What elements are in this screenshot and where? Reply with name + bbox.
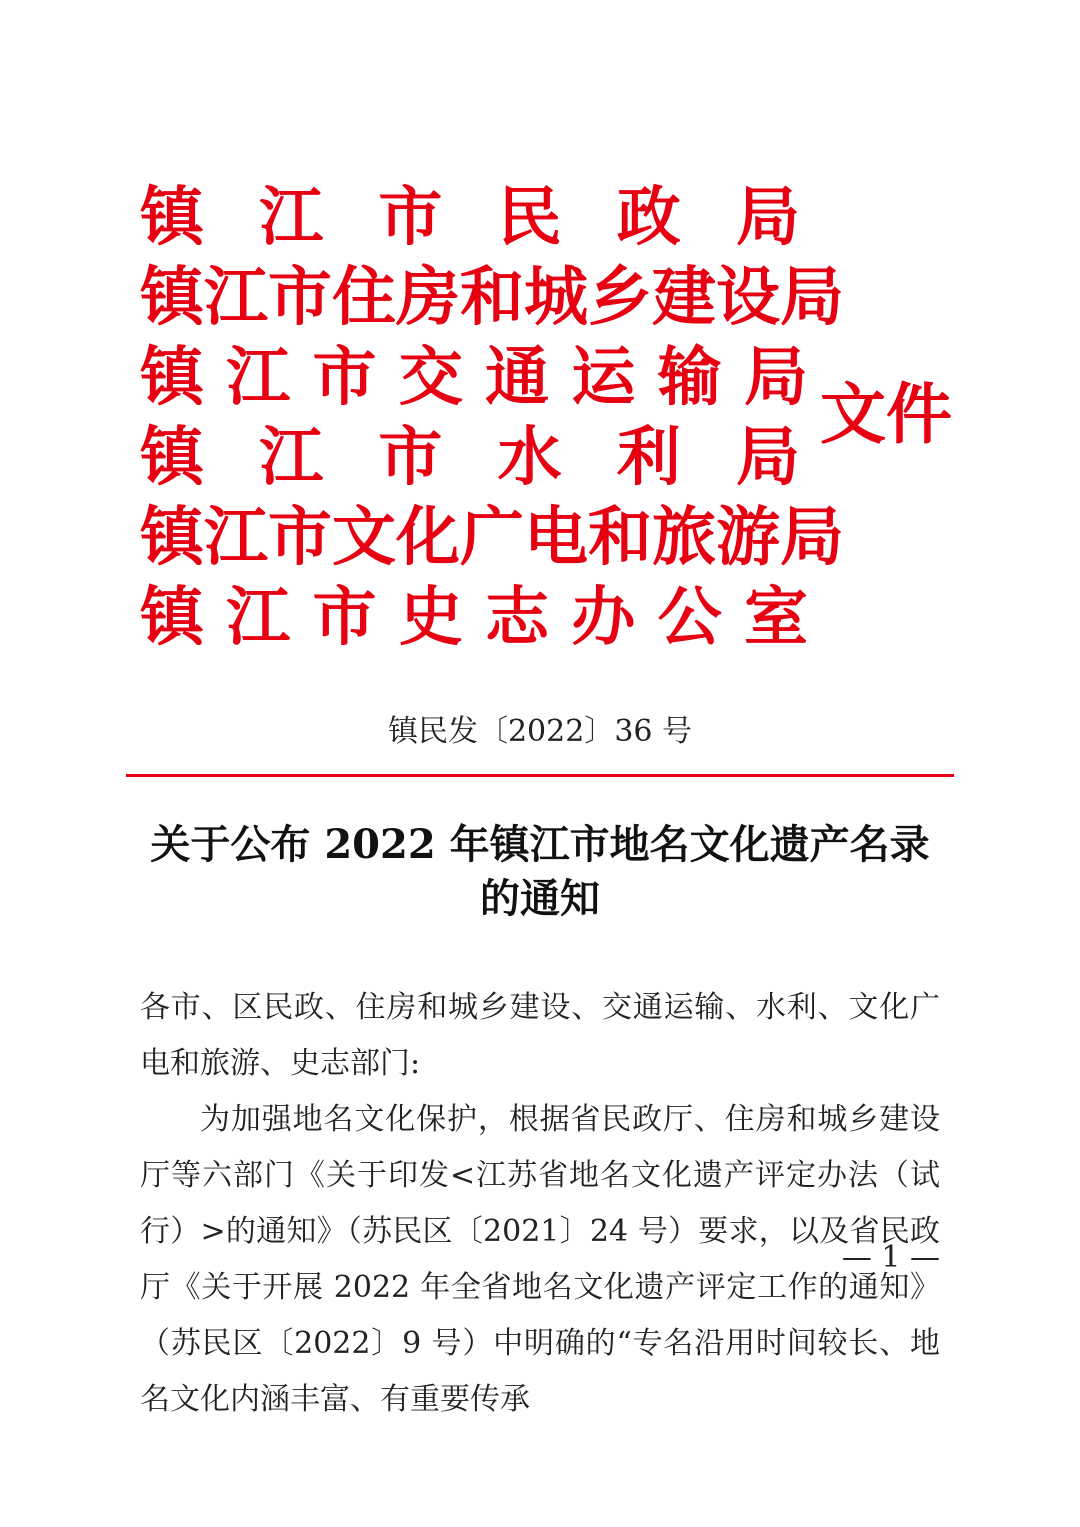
title-line: 的通知	[480, 875, 600, 922]
organization-name: 镇 江 市 交 通 运 输 局	[140, 340, 808, 415]
organization-name: 镇 江 市 水 利 局	[140, 420, 800, 495]
organization-name: 镇江市住房和城乡建设局	[140, 260, 844, 335]
document-body	[140, 980, 940, 1428]
addressee: 各市、区民政、住房和城乡建设、交通运输、水利、文化广电和旅游、史志部门:	[140, 990, 940, 1081]
organization-name: 镇 江 市 史 志 办 公 室	[140, 580, 808, 655]
issuing-organizations	[140, 178, 844, 658]
document-type-label: 文件	[820, 375, 952, 453]
document-header	[140, 178, 952, 655]
red-divider	[126, 774, 954, 777]
body-paragraph: 为加强地名文化保护，根据省民政厅、住房和城乡建设厅等六部门《关于印发<江苏省地名文化遗产评定办法（试行）>的通知》（苏民区〔2021〕24 号）要求，以及省民政厅《关于开展 2022 年全省地名文化遗产评定工作的通知》（苏民区〔2022〕9 号）中明确的“专名沿用时间较长、地名文化内涵丰富、有重要传承	[140, 1102, 940, 1417]
document-number: 镇民发〔2022〕36 号	[387, 714, 693, 749]
title-line: 关于公布 2022 年镇江市地名文化遗产名录	[150, 821, 930, 868]
organization-name: 镇 江 市 民 政 局	[140, 180, 800, 255]
page-number: — 1 —	[841, 1240, 940, 1275]
document-title	[140, 818, 940, 926]
organization-name: 镇江市文化广电和旅游局	[140, 500, 844, 575]
